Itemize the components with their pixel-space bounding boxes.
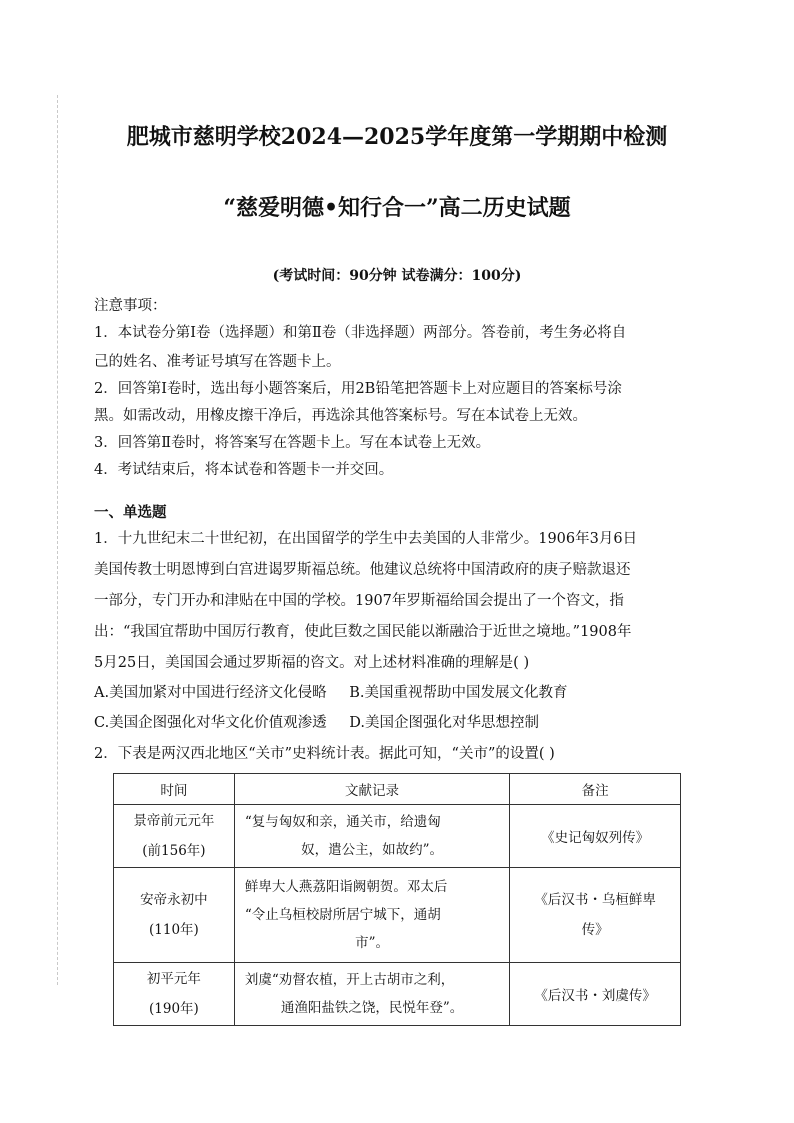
cell-text: 《后汉书・乌桓鲜卑 [534, 892, 656, 908]
question1-option-d: D.美国企图强化对华思想控制 [349, 715, 540, 731]
cell-text: (110年) [149, 922, 199, 938]
question1-stem-line: 美国传教士明恩博到白宫进谒罗斯福总统。他建议总统将中国清政府的庚子赔款退还 [94, 562, 631, 578]
notes-heading: 注意事项： [94, 298, 167, 314]
cell-text: “复与匈奴和亲，通关市，给遗匈 [244, 814, 441, 830]
cell-text: 《后汉书・刘虞传》 [534, 988, 656, 1004]
question1-options-row1 [94, 681, 567, 702]
table-header-row [114, 774, 681, 805]
notes-line: 3．回答第Ⅱ卷时，将答案写在答题卡上。写在本试卷上无效。 [94, 435, 491, 451]
question1-stem-line: 出：“我国宜帮助中国厉行教育，使此巨数之国民能以渐融洽于近世之境地。”1908年 [94, 624, 632, 640]
cell-text: 通渔阳盐铁之饶，民悦年登”。 [280, 1000, 464, 1016]
table-header-record: 文献记录 [234, 774, 509, 805]
table-header-time: 时间 [114, 774, 235, 805]
question1-option-b: B.美国重视帮助中国发展文化教育 [349, 685, 568, 701]
table-cell-time [114, 963, 235, 1026]
table-cell-note [510, 805, 681, 868]
cell-text: (前156年) [142, 843, 206, 859]
notes-line: 2．回答第Ⅰ卷时，选出每小题答案后，用2B铅笔把答题卡上对应题目的答案标号涂 [94, 381, 622, 397]
section-heading-single-choice: 一、单选题 [94, 504, 167, 521]
question1-options-row2 [94, 711, 539, 732]
question2-stem: 2．下表是两汉西北地区“关市”史料统计表。据此可知，“关市”的设置( ) [94, 746, 555, 762]
table-row [114, 868, 681, 963]
cell-text: 刘虞“劝督农植，开上古胡市之利， [244, 972, 455, 988]
cell-text: 初平元年 [146, 971, 201, 987]
exam-time-score-info: (考试时间：90分钟 试卷满分：100分) [272, 268, 522, 284]
table-cell-record [234, 805, 509, 868]
cell-text: 《史记匈奴列传》 [541, 830, 650, 846]
table-cell-time [114, 805, 235, 868]
question1-stem-line: 一部分，专门开办和津贴在中国的学校。1907年罗斯福给国会提出了一个咨文，指 [94, 593, 624, 609]
question1-stem-line: 1．十九世纪末二十世纪初，在出国留学的学生中去美国的人非常少。1906年3月6日 [94, 531, 638, 547]
notes-line: 己的姓名、准考证号填写在答题卡上。 [94, 354, 341, 370]
table-row [114, 805, 681, 868]
notes-line: 4．考试结束后，将本试卷和答题卡一并交回。 [94, 462, 394, 478]
table-cell-record [234, 963, 509, 1026]
table-row [114, 963, 681, 1026]
notes-line: 黑。如需改动，用橡皮擦干净后，再选涂其他答案标号。写在本试卷上无效。 [94, 408, 587, 424]
table-header-note: 备注 [510, 774, 681, 805]
question1-option-c: C.美国企图强化对华文化价值观渗透 [94, 715, 327, 731]
cell-text: 市”。 [355, 935, 389, 951]
exam-title-line2: “慈爱明德•知行合一”高二历史试题 [223, 195, 571, 221]
cell-text: 奴，遣公主，如故约”。 [301, 842, 443, 858]
table-cell-time [114, 868, 235, 963]
question1-option-a: A.美国加紧对中国进行经济文化侵略 [94, 685, 327, 701]
table-cell-note [510, 868, 681, 963]
cell-text: (190年) [149, 1001, 199, 1017]
exam-title-line1: 肥城市慈明学校2024—2025学年度第一学期期中检测 [126, 124, 668, 150]
question1-stem-line: 5月25日，美国国会通过罗斯福的咨文。对上述材料准确的理解是( ) [94, 655, 530, 671]
cell-text: 安帝永初中 [140, 892, 208, 908]
table-cell-record [234, 868, 509, 963]
cell-text: 传》 [581, 922, 609, 938]
cell-text: “令止乌桓校尉所居宁城下，通胡 [244, 907, 441, 923]
cell-text: 鲜卑大人燕荔阳诣阙朝贺。邓太后 [244, 879, 448, 895]
cell-text: 景帝前元元年 [133, 813, 215, 829]
binding-margin-line [57, 95, 58, 985]
notes-line: 1．本试卷分第Ⅰ卷（选择题）和第Ⅱ卷（非选择题）两部分。答卷前，考生务必将自 [94, 325, 627, 341]
guanshi-source-table [113, 773, 681, 1026]
table-cell-note [510, 963, 681, 1026]
